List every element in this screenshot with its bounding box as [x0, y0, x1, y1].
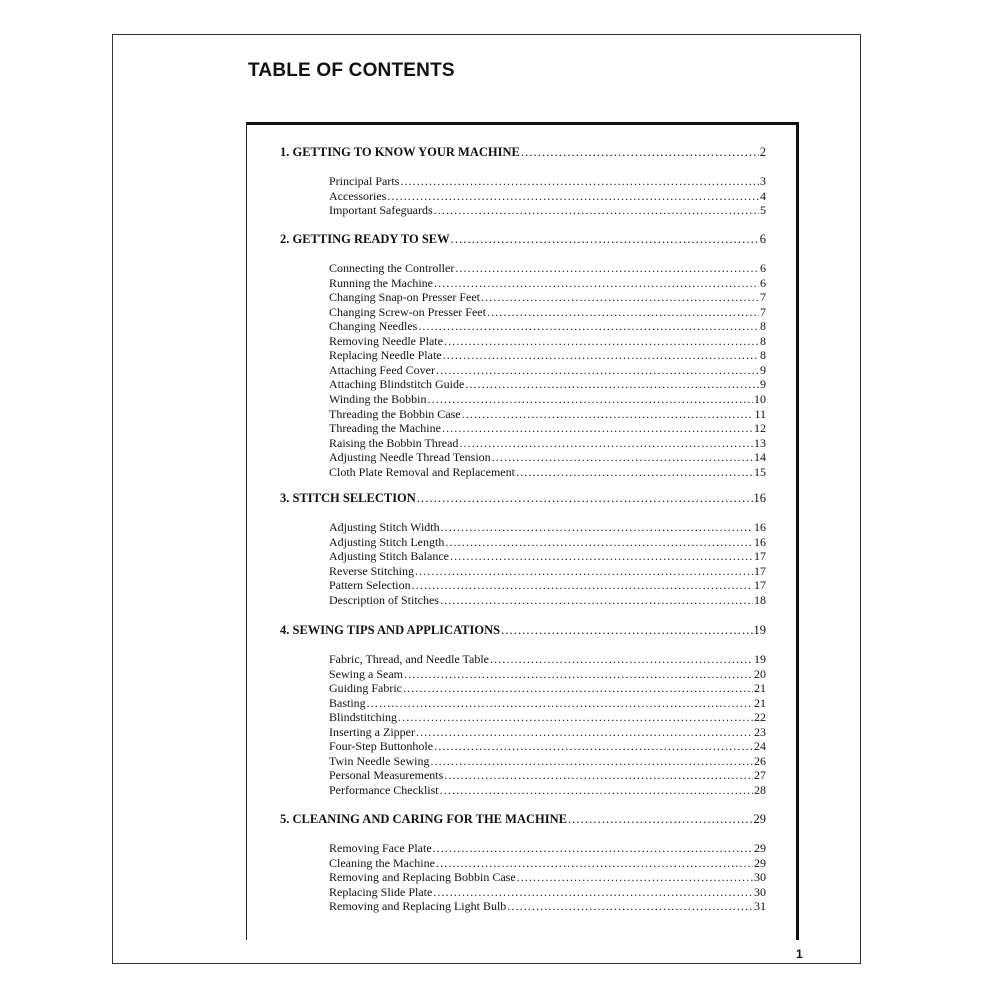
toc-section-3 — [280, 491, 766, 507]
toc-page-number: 23 — [754, 724, 766, 739]
toc-entry-label: Cloth Plate Removal and Replacement — [329, 464, 515, 479]
toc-entry-label: Accessories — [329, 188, 387, 203]
toc-section-1 — [280, 145, 766, 161]
toc-page-number: 16 — [754, 520, 766, 534]
toc-page-number: 27 — [754, 768, 766, 783]
toc-section-title: 2. GETTING READY TO SEW — [280, 232, 450, 246]
toc-entry-label: Removing Face Plate — [329, 841, 432, 855]
leader-dots — [434, 203, 759, 218]
toc-entry-label: Performance Checklist — [329, 782, 439, 797]
toc-entry-label: Sewing a Seam — [329, 666, 403, 681]
leader-dots — [418, 319, 759, 334]
leader-dots — [441, 520, 753, 535]
toc-entry-label: Attaching Blindstitch Guide — [329, 377, 465, 392]
leader-dots — [465, 377, 759, 392]
toc-section-title: 5. CLEANING AND CARING FOR THE MACHINE — [280, 812, 567, 826]
toc-page-number: 7 — [760, 304, 766, 319]
leader-dots — [434, 739, 753, 754]
leader-dots — [517, 870, 753, 885]
leader-dots — [490, 652, 753, 667]
toc-page-number: 17 — [754, 549, 766, 564]
toc-entry-label: Adjusting Stitch Length — [329, 534, 445, 549]
leader-dots — [440, 593, 753, 608]
leader-dots — [404, 667, 753, 682]
toc-page-number: 19 — [754, 652, 766, 666]
toc-entry-label: Running the Machine — [329, 275, 433, 290]
toc-page-number: 24 — [754, 739, 766, 754]
toc-entry-label: Threading the Bobbin Case — [329, 406, 461, 421]
toc-page-number: 26 — [754, 753, 766, 768]
toc-page-number: 7 — [760, 290, 766, 305]
toc-page-number: 9 — [760, 377, 766, 392]
leader-dots — [507, 899, 753, 914]
leader-dots — [436, 856, 753, 871]
toc-section-title: 3. STITCH SELECTION — [280, 491, 416, 505]
leader-dots — [568, 812, 753, 827]
toc-section-4 — [280, 623, 766, 639]
leader-dots — [434, 276, 759, 291]
toc-entry-label: Winding the Bobbin — [329, 391, 427, 406]
leader-dots — [451, 232, 759, 247]
toc-page-number: 2 — [759, 145, 766, 159]
toc-entry-label: Threading the Machine — [329, 421, 441, 436]
toc-page-number: 13 — [754, 435, 766, 450]
leader-dots — [444, 768, 753, 783]
toc-entry-label: Raising the Bobbin Thread — [329, 435, 459, 450]
leader-dots — [433, 841, 753, 856]
toc-entry-label: Reverse Stitching — [329, 563, 414, 578]
leader-dots — [367, 696, 753, 711]
leader-dots — [433, 885, 753, 900]
toc-page-number: 4 — [760, 188, 766, 203]
toc-page-number: 6 — [759, 232, 766, 246]
toc-page-number: 31 — [754, 899, 766, 914]
toc-entry — [329, 783, 766, 799]
toc-page-number: 18 — [754, 592, 766, 607]
toc-entry-label: Blindstitching — [329, 710, 398, 725]
toc-page-number: 29 — [754, 841, 766, 855]
toc-entry-label: Personal Measurements — [329, 768, 444, 783]
toc-page-number: 8 — [760, 319, 766, 334]
toc-entry-label: Description of Stitches — [329, 592, 439, 607]
leader-dots — [455, 261, 759, 276]
toc-page-number: 22 — [754, 710, 766, 725]
toc-page-number: 30 — [754, 870, 766, 885]
toc-page-number: 8 — [760, 348, 766, 363]
toc-entry-label: Adjusting Needle Thread Tension — [329, 450, 491, 465]
toc-page-number: 30 — [754, 884, 766, 899]
leader-dots — [487, 305, 759, 320]
toc-entry-label: Twin Needle Sewing — [329, 753, 430, 768]
toc-entry-label: Guiding Fabric — [329, 681, 402, 696]
toc-entry — [329, 899, 766, 915]
leader-dots — [415, 564, 753, 579]
toc-entry — [329, 203, 766, 219]
toc-page-number: 17 — [754, 578, 766, 593]
leader-dots — [440, 783, 753, 798]
toc-entry-label: Attaching Feed Cover — [329, 362, 435, 377]
toc-section-title: 4. SEWING TIPS AND APPLICATIONS — [280, 623, 501, 637]
leader-dots — [450, 549, 753, 564]
leader-dots — [481, 290, 759, 305]
leader-dots — [403, 681, 753, 696]
toc-page-number: 9 — [760, 362, 766, 377]
toc-page-number: 8 — [760, 333, 766, 348]
toc-entry-label: Basting — [329, 695, 366, 710]
toc-page-number: 11 — [754, 406, 766, 421]
toc-entry-label: Removing and Replacing Light Bulb — [329, 899, 507, 914]
toc-page-number: 5 — [760, 203, 766, 218]
leader-dots — [445, 535, 753, 550]
leader-dots — [387, 189, 759, 204]
toc-section-5 — [280, 812, 766, 828]
toc-page-number: 17 — [754, 563, 766, 578]
leader-dots — [442, 421, 753, 436]
toc-entry-label: Important Safeguards — [329, 203, 433, 218]
toc-entry — [329, 593, 766, 609]
toc-entry-label: Inserting a Zipper — [329, 724, 415, 739]
toc-page-number: 19 — [753, 623, 766, 637]
leader-dots — [492, 450, 753, 465]
toc-page-number: 16 — [753, 491, 766, 505]
leader-dots — [501, 623, 752, 638]
toc-entry — [329, 465, 766, 481]
toc-entry-label: Principal Parts — [329, 174, 400, 188]
toc-page-number: 14 — [754, 450, 766, 465]
toc-page-number: 21 — [754, 681, 766, 696]
leader-dots — [398, 710, 753, 725]
leader-dots — [521, 145, 759, 160]
leader-dots — [417, 491, 753, 506]
leader-dots — [459, 436, 753, 451]
toc-page-number: 6 — [760, 275, 766, 290]
toc-entry-label: Four-Step Buttonhole — [329, 739, 434, 754]
page-number: 1 — [796, 947, 803, 961]
toc-entry-label: Removing and Replacing Bobbin Case — [329, 870, 516, 885]
toc-entry-label: Changing Screw-on Presser Feet — [329, 304, 486, 319]
toc-page-number: 29 — [753, 812, 766, 826]
toc-entry-label: Changing Snap-on Presser Feet — [329, 290, 480, 305]
toc-page-number: 28 — [754, 782, 766, 797]
leader-dots — [400, 174, 759, 189]
toc-entry-label: Adjusting Stitch Width — [329, 520, 440, 534]
leader-dots — [430, 754, 753, 769]
leader-dots — [444, 334, 759, 349]
toc-page-number: 20 — [754, 666, 766, 681]
toc-entry-label: Removing Needle Plate — [329, 333, 443, 348]
toc-page-number: 12 — [754, 421, 766, 436]
toc-entry-label: Connecting the Controller — [329, 261, 455, 275]
toc-page-number: 6 — [760, 261, 766, 275]
leader-dots — [416, 725, 753, 740]
toc-entry-label: Replacing Slide Plate — [329, 884, 433, 899]
leader-dots — [436, 363, 759, 378]
toc-entry-label: Adjusting Stitch Balance — [329, 549, 449, 564]
page-title: TABLE OF CONTENTS — [248, 60, 455, 81]
leader-dots — [412, 578, 753, 593]
leader-dots — [428, 392, 753, 407]
toc-page-number: 29 — [754, 855, 766, 870]
toc-page-number: 10 — [754, 391, 766, 406]
toc-page-number: 21 — [754, 695, 766, 710]
toc-section-2 — [280, 232, 766, 248]
toc-entry-label: Changing Needles — [329, 319, 418, 334]
toc-entry-label: Pattern Selection — [329, 578, 411, 593]
toc-entry-label: Fabric, Thread, and Needle Table — [329, 652, 489, 666]
leader-dots — [516, 465, 753, 480]
leader-dots — [462, 407, 754, 422]
toc-page-number: 15 — [754, 464, 766, 479]
toc-section-title: 1. GETTING TO KNOW YOUR MACHINE — [280, 145, 520, 159]
toc-page-number: 16 — [754, 534, 766, 549]
toc-entry-label: Cleaning the Machine — [329, 855, 435, 870]
leader-dots — [443, 348, 759, 363]
toc-page-number: 3 — [760, 174, 766, 188]
toc-entry-label: Replacing Needle Plate — [329, 348, 442, 363]
